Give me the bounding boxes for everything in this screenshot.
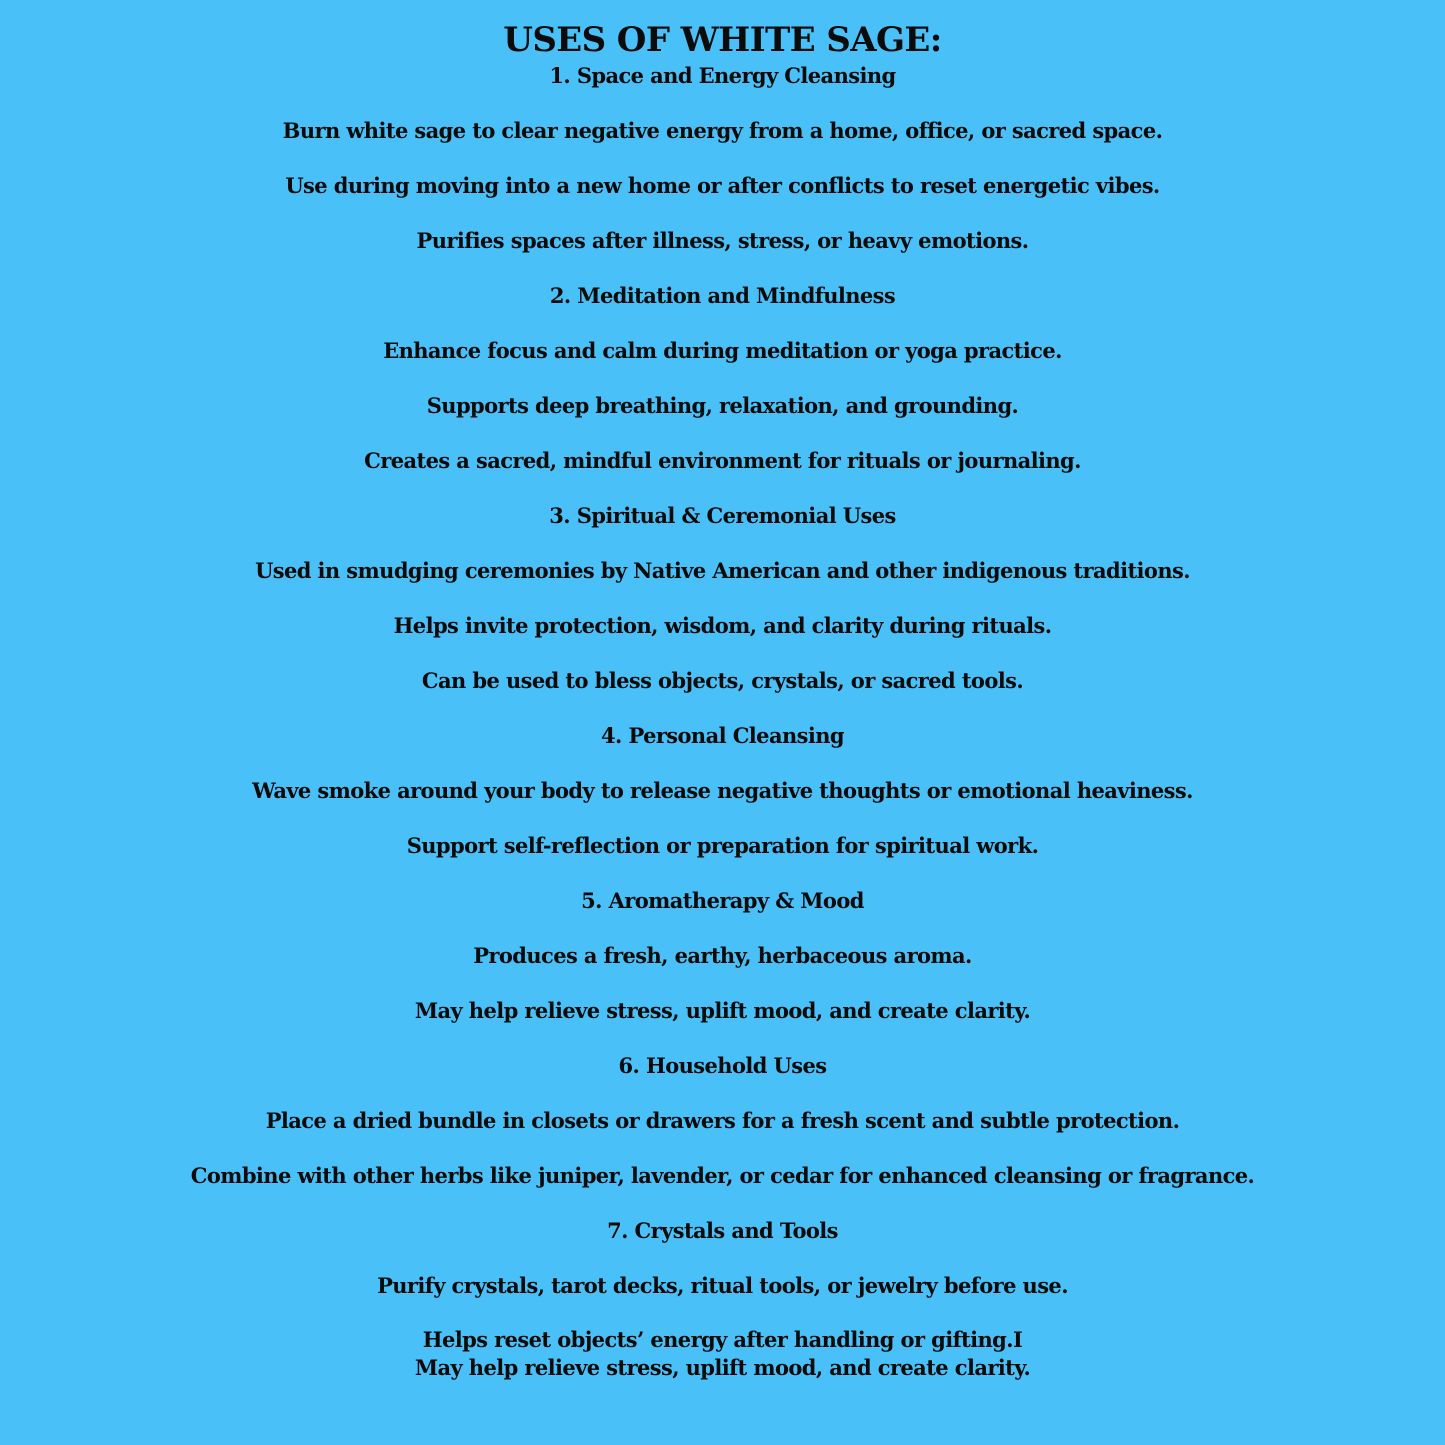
section-item: Place a dried bundle in closets or drawers for a fresh scent and subtle protection. bbox=[265, 1108, 1180, 1133]
section-heading: 5. Aromatherapy & Mood bbox=[581, 888, 864, 913]
section-heading: 3. Spiritual & Ceremonial Uses bbox=[549, 503, 896, 528]
section-item: Purify crystals, tarot decks, ritual tools, or jewelry before use. bbox=[377, 1273, 1068, 1298]
section-item: Can be used to bless objects, crystals, or sacred tools. bbox=[421, 668, 1024, 693]
section-item: Creates a sacred, mindful environment for rituals or journaling. bbox=[364, 448, 1081, 473]
section-item: May help relieve stress, uplift mood, and create clarity. bbox=[414, 998, 1031, 1023]
section-item: Used in smudging ceremonies by Native American and other indigenous traditions. bbox=[255, 558, 1190, 583]
section-heading: 1. Space and Energy Cleansing bbox=[549, 63, 896, 88]
section-item: Helps invite protection, wisdom, and clarity during rituals. bbox=[393, 613, 1052, 638]
section-item: Wave smoke around your body to release negative thoughts or emotional heaviness. bbox=[252, 778, 1193, 803]
section-heading: 7. Crystals and Tools bbox=[607, 1218, 838, 1243]
section-item: Burn white sage to clear negative energy from a home, office, or sacred space. bbox=[282, 118, 1163, 143]
section-item: Combine with other herbs like juniper, lavender, or cedar for enhanced cleansing or fragrance. bbox=[190, 1163, 1255, 1188]
section-item: Use during moving into a new home or after conflicts to reset energetic vibes. bbox=[285, 173, 1160, 198]
page-title: USES OF WHITE SAGE: bbox=[503, 20, 942, 60]
section-item: Helps reset objects’ energy after handling or gifting.I bbox=[422, 1327, 1023, 1352]
section-item: Produces a fresh, earthy, herbaceous aroma. bbox=[473, 943, 972, 968]
section-item: Purifies spaces after illness, stress, or heavy emotions. bbox=[416, 228, 1029, 253]
section-heading: 2. Meditation and Mindfulness bbox=[549, 283, 896, 308]
section-heading: 4. Personal Cleansing bbox=[601, 723, 844, 748]
section-heading: 6. Household Uses bbox=[618, 1053, 827, 1078]
section-item: Enhance focus and calm during meditation or yoga practice. bbox=[383, 338, 1062, 363]
section-item: Supports deep breathing, relaxation, and grounding. bbox=[426, 393, 1019, 418]
section-item: May help relieve stress, uplift mood, and create clarity. bbox=[414, 1355, 1031, 1380]
section-item: Support self-reflection or preparation for spiritual work. bbox=[406, 833, 1039, 858]
